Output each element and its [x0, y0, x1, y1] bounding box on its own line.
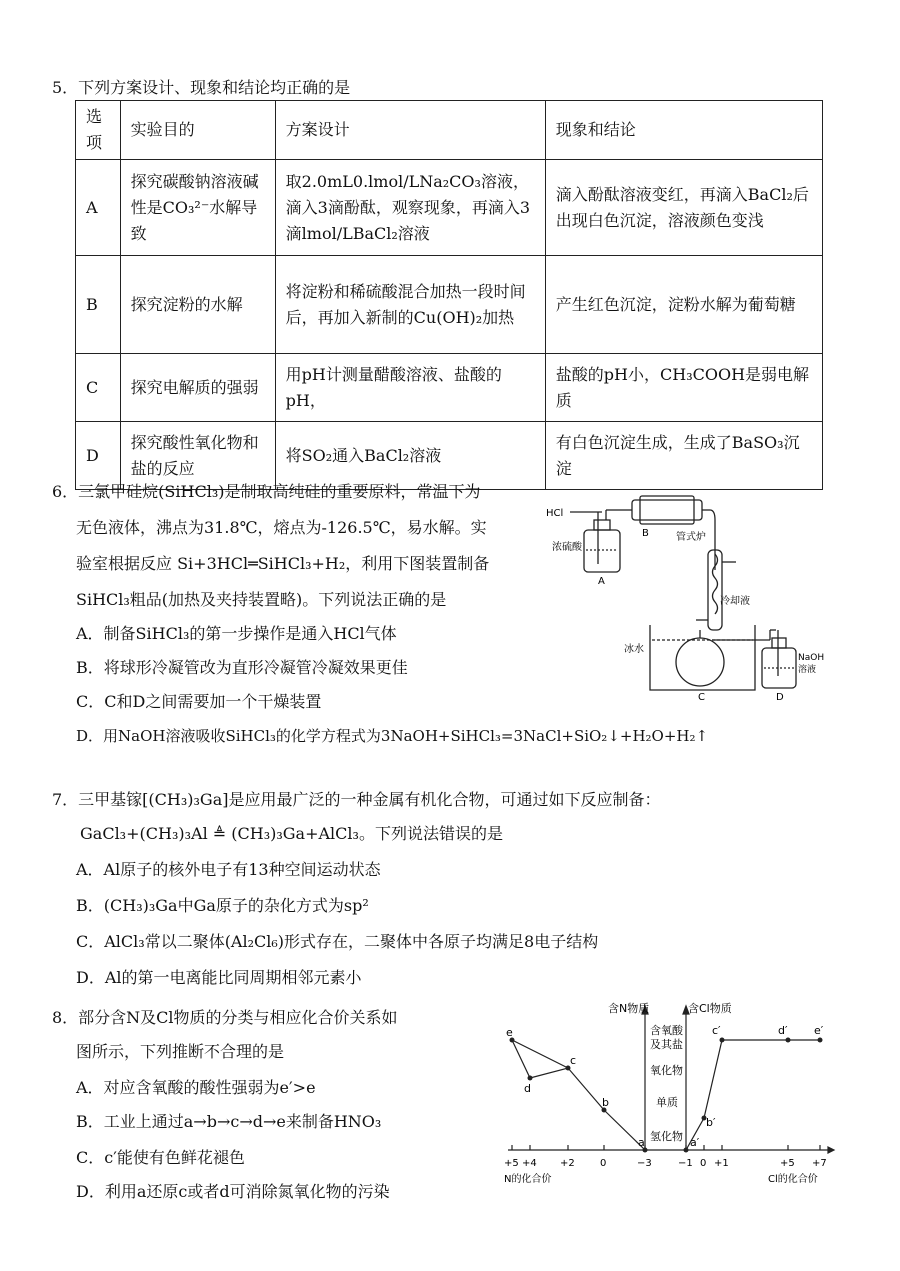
point-a-prime: a′	[690, 1136, 700, 1149]
cl-substance-title: 含Cl物质	[688, 1002, 732, 1015]
fig-label-d: D	[776, 692, 784, 700]
point-d: d	[524, 1082, 531, 1095]
cl-tick: +5	[780, 1158, 795, 1169]
purpose-cell: 探究电解质的强弱	[120, 354, 275, 422]
header-design: 方案设计	[275, 101, 545, 160]
purpose-cell: 探究淀粉的水解	[120, 256, 275, 354]
point-e: e	[506, 1026, 513, 1039]
fig-label-hcl: HCl	[546, 508, 564, 519]
fig-label-solution: 溶液	[798, 665, 817, 675]
q7-option-a: A．Al原子的核外电子有13种空间运动状态	[76, 860, 381, 879]
table-row	[76, 354, 823, 422]
q7-option-b: B．(CH₃)₃Ga中Ga原子的杂化方式为sp²	[76, 896, 369, 915]
q5-stem: 5．下列方案设计、现象和结论均正确的是	[52, 78, 351, 97]
point-e-prime: e′	[814, 1024, 824, 1037]
valence-diagram	[498, 1000, 840, 1200]
result-cell: 产生红色沉淀，淀粉水解为葡萄糖	[545, 256, 822, 354]
point-b: b	[602, 1096, 609, 1109]
q6-line3: 验室根据反应 Si+3HCl═SiHCl₃+H₂，利用下图装置制备	[76, 554, 490, 573]
cl-tick: +7	[812, 1158, 827, 1169]
q6-option-a: A．制备SiHCl₃的第一步操作是通入HCl气体	[76, 624, 397, 643]
q8-option-c: C．c′能使有色鲜花褪色	[76, 1148, 245, 1167]
result-cell: 滴入酚酞溶液变红，再滴入BaCl₂后出现白色沉淀，溶液颜色变浅	[545, 160, 822, 256]
cat-oxyacid-2: 及其盐	[650, 1038, 683, 1051]
q7-option-d: D．Al的第一电离能比同周期相邻元素小	[76, 968, 362, 987]
q8-line1: 8．部分含N及Cl物质的分类与相应化合价关系如	[52, 1008, 398, 1027]
q5-table	[75, 100, 823, 490]
n-tick: +5	[504, 1158, 519, 1169]
table-row	[76, 256, 823, 354]
option-cell: C	[76, 354, 121, 422]
q6-line2: 无色液体，沸点为31.8℃，熔点为-126.5℃，易水解。实	[76, 518, 487, 537]
result-cell: 有白色沉淀生成，生成了BaSO₃沉淀	[545, 422, 822, 490]
fig-label-a: A	[598, 576, 605, 587]
n-tick: +2	[560, 1158, 575, 1169]
q8-option-d: D．利用a还原c或者d可消除氮氧化物的污染	[76, 1182, 390, 1201]
apparatus-figure	[540, 490, 840, 700]
q7-line1: 7．三甲基镓[(CH₃)₃Ga]是应用最广泛的一种金属有机化合物，可通过如下反应制备：	[52, 790, 661, 809]
cl-axis-label: Cl的化合价	[768, 1174, 818, 1185]
n-tick: 0	[600, 1158, 607, 1169]
cat-oxide: 氧化物	[650, 1064, 683, 1077]
point-c: c	[570, 1054, 577, 1067]
point-a: a	[638, 1136, 645, 1149]
q6-line4: SiHCl₃粗品(加热及夹持装置略)。下列说法正确的是	[76, 590, 447, 609]
design-cell: 将淀粉和稀硫酸混合加热一段时间后，再加入新制的Cu(OH)₂加热	[275, 256, 545, 354]
option-cell: B	[76, 256, 121, 354]
option-cell: A	[76, 160, 121, 256]
header-option: 选项	[76, 101, 121, 160]
cat-hydride: 氢化物	[650, 1130, 683, 1143]
q7-line2: GaCl₃+(CH₃)₃Al ≜ (CH₃)₃Ga+AlCl₃。下列说法错误的是	[80, 824, 503, 843]
result-cell: 盐酸的pH小，CH₃COOH是弱电解质	[545, 354, 822, 422]
point-c-prime: c′	[712, 1024, 721, 1037]
option-cell: D	[76, 422, 121, 490]
fig-label-coolant: 冷却液	[720, 596, 750, 607]
q8-option-a: A．对应含氧酸的酸性强弱为e′>e	[76, 1078, 316, 1097]
q8-line2: 图所示，下列推断不合理的是	[76, 1042, 285, 1061]
purpose-cell: 探究碳酸钠溶液碱性是CO₃²⁻水解导致	[120, 160, 275, 256]
design-cell: 取2.0mL0.lmol/LNa₂CO₃溶液，滴入3滴酚酞，观察现象，再滴入3滴lmol/LBaCl₂溶液	[275, 160, 545, 256]
fig-label-c: C	[698, 692, 705, 700]
header-purpose: 实验目的	[120, 101, 275, 160]
table-header-row	[76, 101, 823, 160]
q7-option-c: C．AlCl₃常以二聚体(Al₂Cl₆)形式存在，二聚体中各原子均满足8电子结构	[76, 932, 599, 951]
q6-option-c: C．C和D之间需要加一个干燥装置	[76, 692, 322, 711]
n-tick: −3	[637, 1158, 652, 1169]
fig-label-ice-water: 冰水	[624, 644, 644, 655]
purpose-cell: 探究酸性氧化物和盐的反应	[120, 422, 275, 490]
point-b-prime: b′	[706, 1116, 716, 1129]
q6-option-d: D．用NaOH溶液吸收SiHCl₃的化学方程式为3NaOH+SiHCl₃=3NaCl+SiO₂↓+H₂O+H₂↑	[76, 727, 709, 745]
point-d-prime: d′	[778, 1024, 788, 1037]
cl-tick: −1	[678, 1158, 693, 1169]
design-cell: 将SO₂通入BaCl₂溶液	[275, 422, 545, 490]
fig-label-b: B	[642, 528, 649, 539]
q8-option-b: B．工业上通过a→b→c→d→e来制备HNO₃	[76, 1112, 382, 1131]
cat-element: 单质	[656, 1096, 678, 1109]
table-row	[76, 160, 823, 256]
cat-oxyacid-1: 含氧酸	[650, 1024, 683, 1037]
fig-label-naoh: NaOH	[798, 653, 825, 663]
q6-option-b: B．将球形冷凝管改为直形冷凝管冷凝效果更佳	[76, 658, 408, 677]
cl-tick: +1	[714, 1158, 729, 1169]
n-substance-title: 含N物质	[608, 1002, 650, 1015]
fig-label-tube-furnace: 管式炉	[676, 532, 706, 543]
n-axis-label: N的化合价	[504, 1174, 552, 1185]
cl-tick: 0	[700, 1158, 707, 1169]
header-result: 现象和结论	[545, 101, 822, 160]
design-cell: 用pH计测量醋酸溶液、盐酸的pH，	[275, 354, 545, 422]
n-tick: +4	[522, 1158, 537, 1169]
fig-label-conc-acid: 浓硫酸	[552, 542, 582, 553]
q6-line1: 6．三氯甲硅烷(SiHCl₃)是制取高纯硅的重要原料，常温下为	[52, 482, 481, 501]
